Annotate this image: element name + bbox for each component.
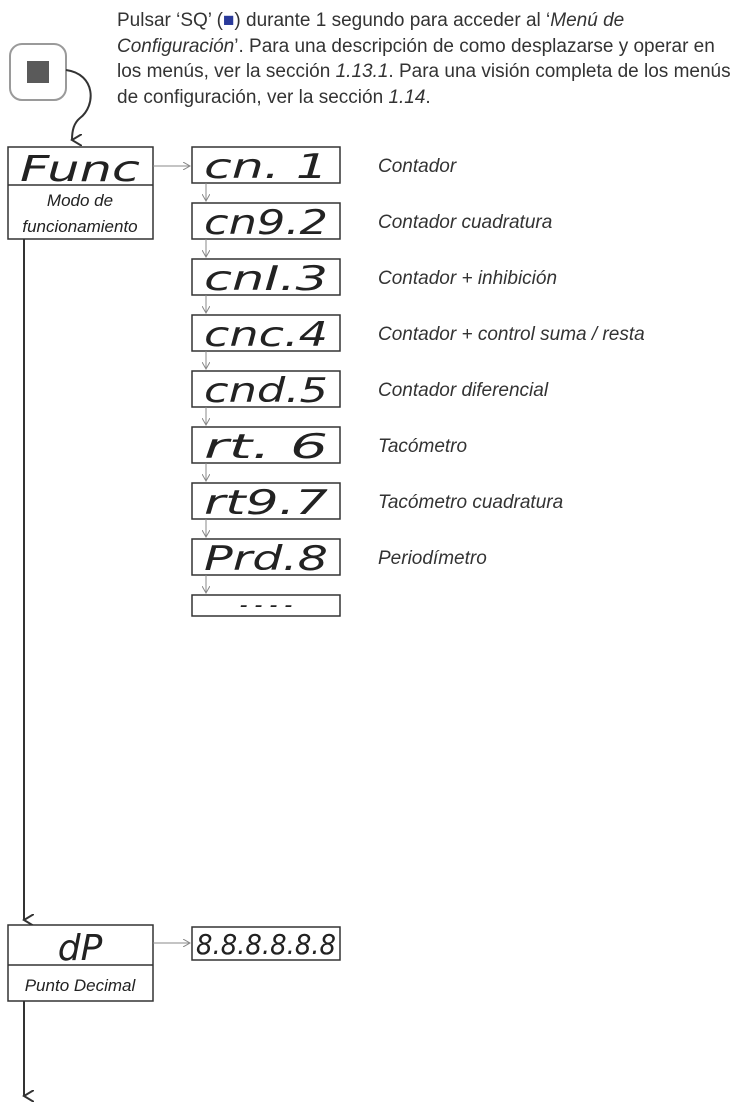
section-ref-1: 1.13.1 [335,61,389,82]
menu-dp [8,925,153,1001]
func-option [192,427,467,481]
func-option-desc: Contador [378,156,457,177]
dp-display: dP [57,928,103,969]
func-option [192,371,549,425]
dp-option-display: 8.8.8.8.8.8 [196,928,336,961]
func-option [192,483,563,537]
func-option-display: cn. 1 [204,147,328,187]
func-option-display: cnd.5 [204,371,328,411]
func-option-desc: Tacómetro cuadratura [378,492,564,513]
menu-func [8,147,153,239]
func-option [192,593,340,618]
func-option [192,259,557,313]
func-option-display: rt9.7 [204,483,329,523]
sq-key-icon [10,44,66,100]
sq-key-glyph: ■ [222,10,235,31]
func-option-desc: Contador diferencial [378,380,549,401]
section-ref-2: 1.14 [388,86,426,108]
menu-name: Menú de Configuración [117,10,625,57]
func-display: Func [20,149,141,190]
func-option-display: rt. 6 [204,427,328,467]
func-option-display: cn9.2 [204,203,328,243]
func-option-display: Prd.8 [204,539,328,579]
func-option-desc: Contador + inhibición [378,268,558,289]
dp-label: Punto Decimal [24,976,136,995]
func-option-display: cnI.3 [204,259,328,299]
intro-text: Pulsar ‘SQ’ (■) durante 1 segundo para acceder al ‘Menú de Configuración’. Para una descripción de como desplazarse y operar en los menús, ver la sección 1.13.1. Para una visión completa de los menús de configuración, ver la sección 1.14. [117,10,731,108]
func-option-desc: Periodímetro [378,548,487,569]
func-option-desc: Contador cuadratura [378,212,553,233]
func-option [192,147,457,201]
func-option [192,203,552,257]
func-option [192,315,645,369]
func-label-line-1: Modo de [46,191,114,210]
func-option-desc: Contador + control suma / resta [378,324,645,345]
func-option-desc: Tacómetro [378,436,468,457]
func-options [192,147,645,618]
func-option-display: cnc.4 [204,315,328,355]
func-option-display: - - - - [239,593,293,618]
func-option [192,539,487,593]
dp-option [192,927,340,961]
func-label-line-2: funcionamiento [22,217,138,236]
